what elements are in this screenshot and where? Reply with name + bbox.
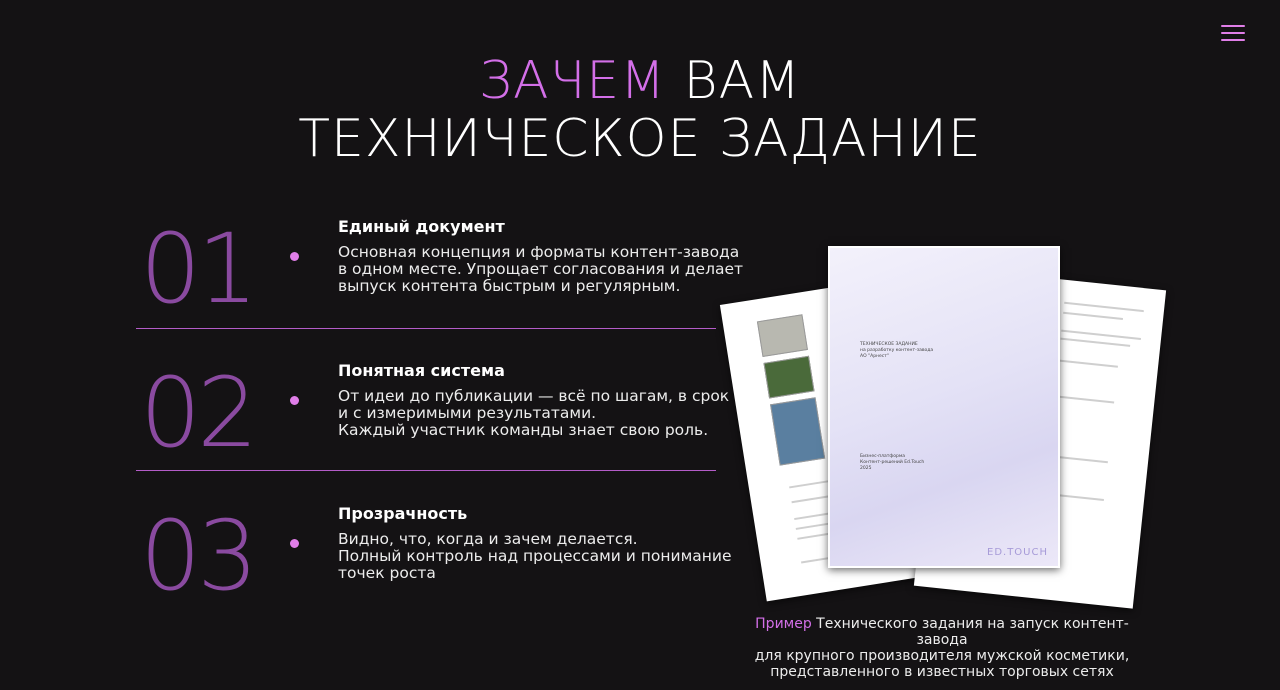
bullet-dot (290, 396, 299, 405)
item-heading: Единый документ (338, 217, 505, 236)
item-heading: Понятная система (338, 361, 505, 380)
item-number: 03 (140, 500, 255, 612)
benefit-item-1 (136, 213, 744, 360)
benefit-item-3 (136, 500, 732, 647)
item-number: 01 (140, 213, 255, 325)
title-accent: ЗАЧЕМ (478, 51, 666, 111)
item-body: Основная концепция и форматы контент-завода в одном месте. Упрощает согласования и делает выпуск контента быстрым и регулярным. (338, 243, 744, 295)
bullet-dot (290, 252, 299, 261)
menu-icon[interactable] (1219, 22, 1247, 44)
document-cover: ТЕХНИЧЕСКОЕ ЗАДАНИЕ на разработку контент-завода АО "Арнест" Бизнес-платформа Контент-решений Ed.Touch 2025 ED.TOUCH (828, 246, 1060, 568)
caption-highlight: Пример (755, 616, 812, 632)
photo-thumbnail (763, 356, 814, 399)
photo-thumbnail (757, 314, 808, 357)
page-title (0, 52, 1280, 168)
item-body: Видно, что, когда и зачем делается. Полный контроль над процессами и понимание точек роста (338, 530, 732, 582)
bullet-dot (290, 539, 299, 548)
benefit-item-2 (136, 357, 730, 504)
photo-thumbnail (770, 397, 825, 465)
title-rest: ВАМ (683, 51, 802, 111)
divider (136, 470, 716, 471)
item-body: От идеи до публикации — всё по шагам, в срок и с измеримыми результатами. Каждый участник команды знает свою роль. (338, 387, 730, 439)
preview-caption: Пример Технического задания на запуск контент-завода для крупного производителя мужской косметики, представленного в известных торговых сетях (754, 616, 1130, 680)
document-preview (720, 238, 1170, 610)
title-line2: ТЕХНИЧЕСКОЕ ЗАДАНИЕ (298, 109, 982, 169)
item-number: 02 (140, 357, 255, 469)
brand-logo: ED.TOUCH (987, 547, 1048, 558)
divider (136, 328, 716, 329)
item-heading: Прозрачность (338, 504, 468, 523)
